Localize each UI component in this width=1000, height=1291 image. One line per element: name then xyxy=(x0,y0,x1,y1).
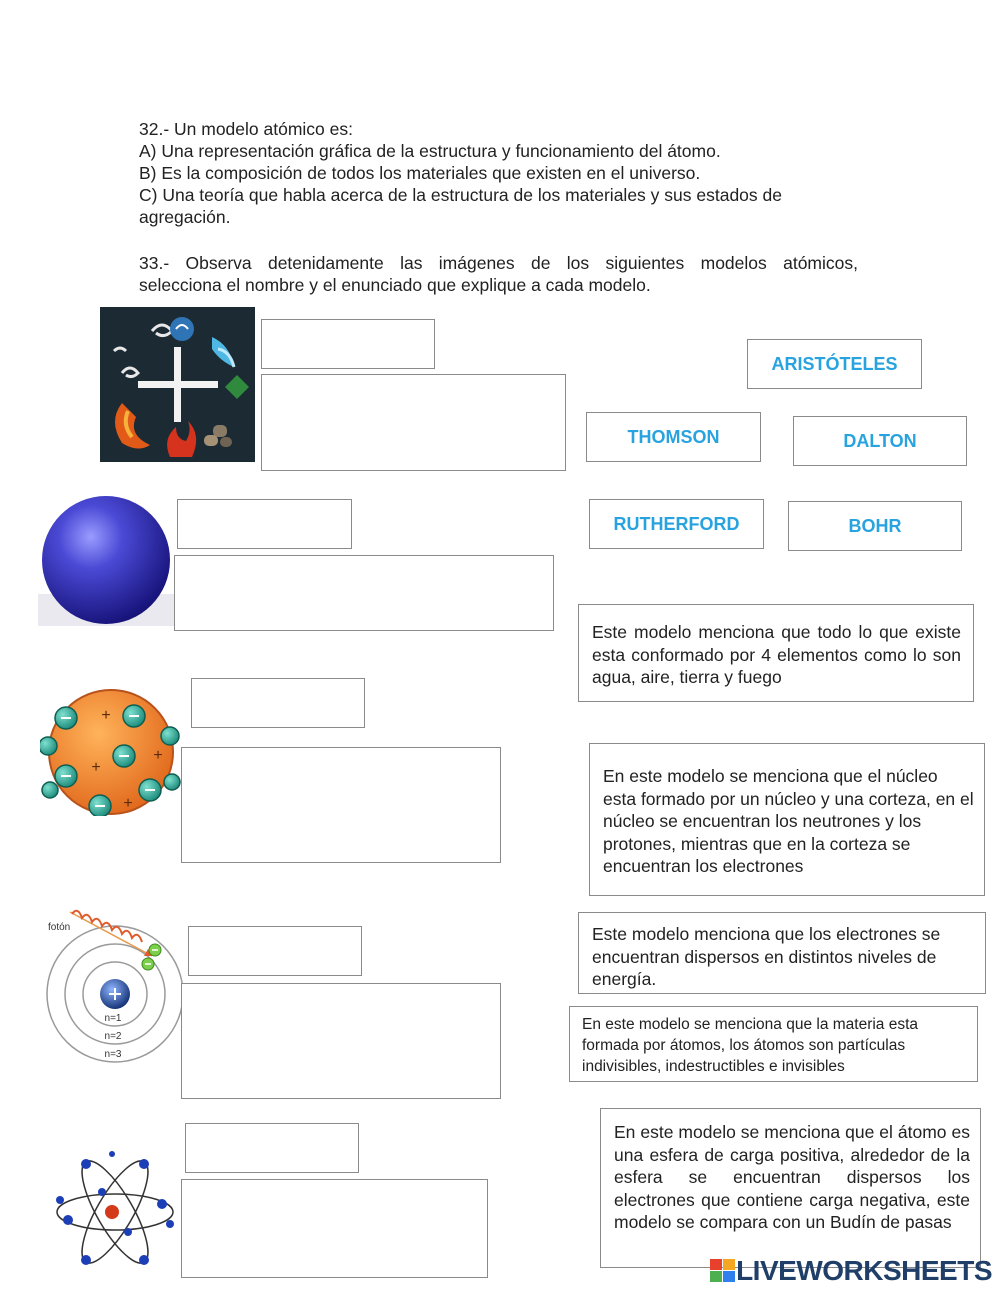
answer-statement-box-2[interactable] xyxy=(174,555,554,631)
four-elements-image xyxy=(100,307,255,462)
answer-name-box-2[interactable] xyxy=(177,499,352,549)
plus-sign: + xyxy=(123,795,133,812)
statement-card-2[interactable] xyxy=(589,743,985,896)
answer-name-box-3[interactable] xyxy=(191,678,365,728)
level-label: n=3 xyxy=(104,1049,122,1060)
statement-card-4[interactable] xyxy=(569,1006,978,1082)
q32-stem: 32.- Un modelo atómico es: xyxy=(139,119,353,139)
name-tile-rutherford[interactable]: RUTHERFORD xyxy=(589,499,764,549)
statement-text-4: En este modelo se menciona que la materia esta formada por átomos, los átomos son partículas indivisibles, indestructibles e invisibles xyxy=(582,1016,919,1075)
name-tile-thomson[interactable]: THOMSON xyxy=(586,412,761,462)
q33-line-2: selecciona el nombre y el enunciado que explique a cada modelo. xyxy=(139,275,651,295)
statement-text-2: En este modelo se menciona que el núcleo esta formado por un núcleo y una corteza, en el núcleo se encuentran los neutrones y los protones, mientras que en la corteza se encuentran los electrones xyxy=(603,766,974,876)
photon-label: fotón xyxy=(48,922,71,933)
answer-statement-box-3[interactable] xyxy=(181,747,501,863)
plus-sign: + xyxy=(101,707,111,724)
name-tile-bohr[interactable]: BOHR xyxy=(788,501,962,551)
q33-line-1: 33.- Observa detenidamente las imágenes de los siguientes modelos atómicos, xyxy=(139,253,858,273)
plus-sign: + xyxy=(153,747,163,764)
rutherford-model-image xyxy=(52,1150,178,1274)
q32-option-b: B) Es la composición de todos los materiales que existen en el universo. xyxy=(139,163,701,183)
answer-name-box-1[interactable] xyxy=(261,319,435,369)
statement-card-3[interactable] xyxy=(578,912,986,994)
name-tile-aristoteles[interactable]: ARISTÓTELES xyxy=(747,339,922,389)
level-label: n=1 xyxy=(104,1013,122,1024)
statement-text-5: En este modelo se menciona que el átomo es una esfera de carga positiva, alrededor de la esfera se encuentran dispersos los electrones que contiene carga negativa, este modelo se compara con un Budín de pasas xyxy=(614,1122,970,1232)
statement-card-5[interactable] xyxy=(600,1108,981,1268)
statement-text-1: Este modelo menciona que todo lo que existe esta conformado por 4 elementos como lo son agua, aire, tierra y fuego xyxy=(592,622,961,687)
name-tile-dalton[interactable]: DALTON xyxy=(793,416,967,466)
answer-statement-box-4[interactable] xyxy=(181,983,501,1099)
thomson-model-image xyxy=(40,686,182,816)
liveworksheets-logo xyxy=(710,1255,992,1287)
statement-text-3: Este modelo menciona que los electrones se encuentran dispersos en distintos niveles de energía. xyxy=(592,924,941,989)
answer-name-box-5[interactable] xyxy=(185,1123,359,1173)
liveworksheets-logo-icon xyxy=(710,1259,736,1283)
q32-option-c: C) Una teoría que habla acerca de la estructura de los materiales y sus estados de xyxy=(139,185,782,205)
level-label: n=2 xyxy=(104,1031,122,1042)
liveworksheets-logo-text: LIVEWORKSHEETS xyxy=(736,1255,992,1286)
plus-sign: + xyxy=(91,759,101,776)
answer-name-box-4[interactable] xyxy=(188,926,362,976)
statement-card-1[interactable] xyxy=(578,604,974,702)
q32-option-c-cont: agregación. xyxy=(139,207,231,227)
dalton-sphere-image xyxy=(38,494,174,626)
q32-option-a: A) Una representación gráfica de la estructura y funcionamiento del átomo. xyxy=(139,141,721,161)
answer-statement-box-5[interactable] xyxy=(181,1179,488,1278)
bohr-model-image xyxy=(40,906,186,1066)
answer-statement-box-1[interactable] xyxy=(261,374,566,471)
